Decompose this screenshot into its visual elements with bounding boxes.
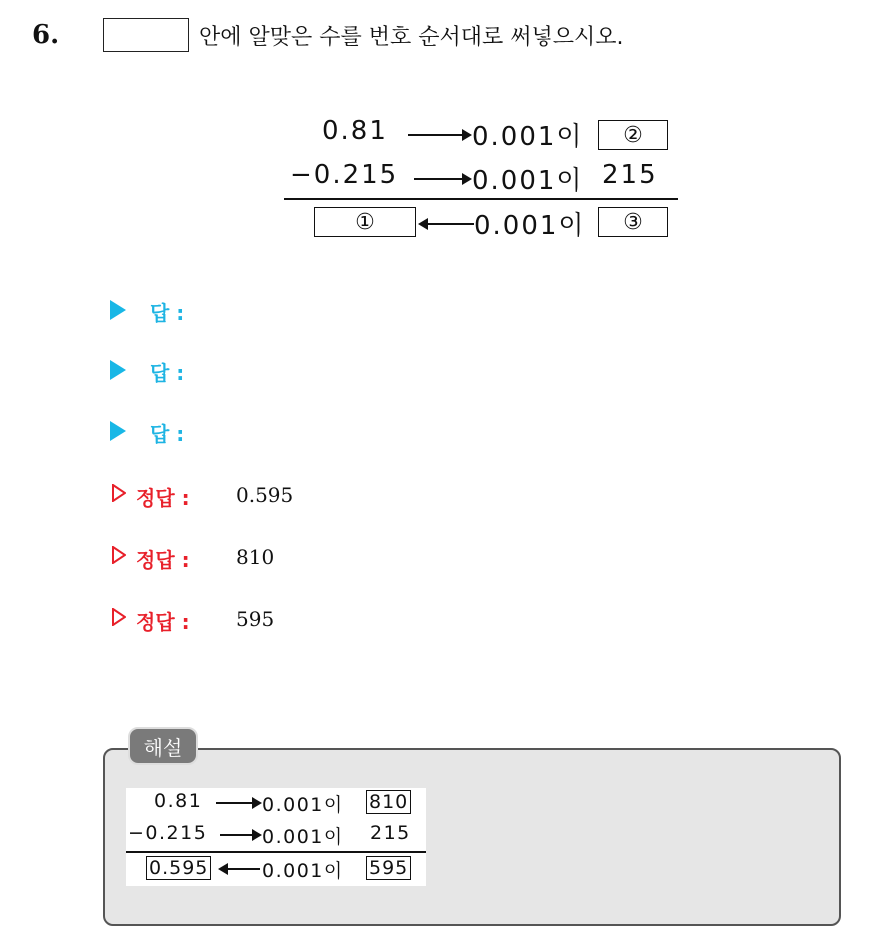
answer-label: 답 : — [150, 422, 185, 446]
exp-row3-middle: 0.001이 — [262, 860, 344, 882]
arrow-right-icon — [414, 178, 470, 180]
correct-value: 0.595 — [236, 483, 294, 507]
arrow-right-icon — [408, 134, 470, 136]
calc-row2-right: 215 — [602, 160, 658, 190]
calc-row1-middle: 0.001이 — [472, 122, 584, 152]
answer-marker-icon — [110, 360, 126, 380]
exp-sum-line — [126, 851, 426, 853]
correct-value: 595 — [236, 607, 275, 631]
calc-box-3: ③ — [598, 207, 668, 237]
answer-label: 답 : — [150, 301, 185, 325]
calc-row2-left: −0.215 — [290, 160, 399, 190]
correct-value: 810 — [236, 545, 275, 569]
sum-line — [284, 198, 678, 200]
exp-row2-right: 215 — [370, 822, 411, 844]
correct-label: 정답 : — [136, 610, 190, 634]
calc-row2-middle: 0.001이 — [472, 166, 584, 196]
calc-row3-middle: 0.001이 — [474, 211, 586, 241]
exp-row1-middle: 0.001이 — [262, 794, 344, 816]
calc-box-1: ① — [314, 207, 416, 237]
exp-box-0595: 0.595 — [146, 856, 211, 880]
correct-label: 정답 : — [136, 548, 190, 572]
blank-box-example — [103, 18, 189, 52]
arrow-right-icon — [220, 834, 260, 836]
question-text: 안에 알맞은 수를 번호 순서대로 써넣으시오. — [199, 25, 624, 50]
correct-marker-icon — [112, 608, 126, 626]
exp-box-810: 810 — [366, 790, 411, 814]
correct-label: 정답 : — [136, 486, 190, 510]
exp-row2-left: −0.215 — [128, 822, 208, 844]
explanation-tab: 해설 — [128, 727, 198, 765]
exp-row2-middle: 0.001이 — [262, 826, 344, 848]
question-number: 6. — [32, 20, 60, 50]
calc-box-2: ② — [598, 120, 668, 150]
answer-marker-icon — [110, 300, 126, 320]
answer-label: 답 : — [150, 361, 185, 385]
exp-box-595: 595 — [366, 856, 411, 880]
correct-marker-icon — [112, 484, 126, 502]
arrow-left-icon — [420, 223, 474, 225]
calc-row1-left: 0.81 — [322, 116, 388, 146]
explanation-calculation — [126, 788, 426, 886]
arrow-left-icon — [220, 868, 260, 870]
correct-marker-icon — [112, 546, 126, 564]
calculation-figure — [280, 112, 680, 247]
exp-row1-left: 0.81 — [154, 790, 203, 812]
answer-marker-icon — [110, 421, 126, 441]
arrow-right-icon — [216, 802, 260, 804]
